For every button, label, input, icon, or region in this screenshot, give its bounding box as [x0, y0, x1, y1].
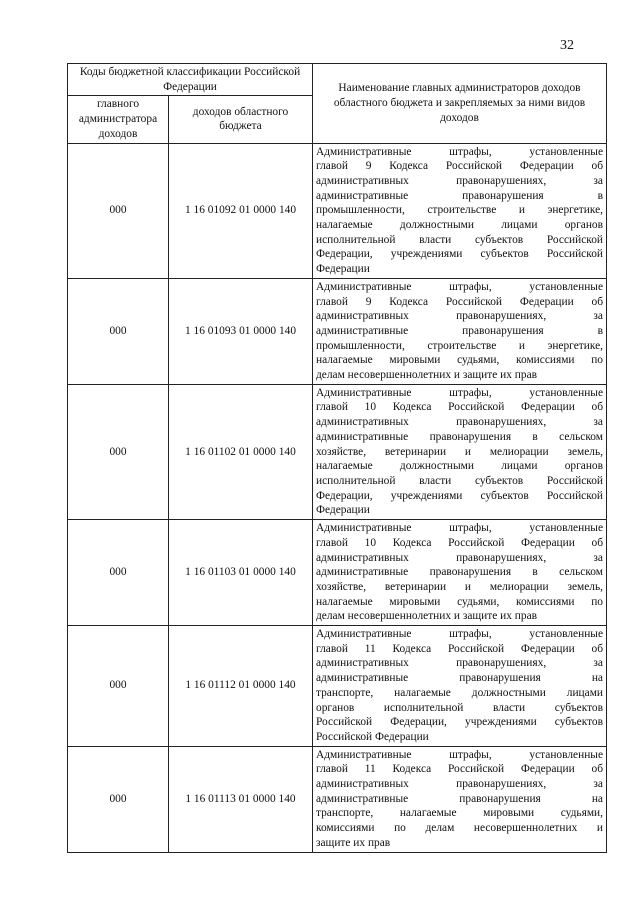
description-line: комиссиями по делам несовершеннолетних и: [316, 822, 603, 835]
description-line: Административные штрафы, установленные: [316, 386, 603, 399]
budget-classification-table: [67, 63, 607, 853]
description-line: административные правонарушения в: [316, 324, 603, 337]
description-line: хозяйстве, ветеринарии и мелиорации земель,: [316, 580, 603, 593]
income-code-cell: 1 16 01113 01 0000 140: [169, 746, 313, 852]
description-line: Федерации: [316, 504, 370, 517]
description-line: административные правонарушения в: [316, 189, 603, 202]
description-line: административные правонарушения на: [316, 792, 603, 805]
table-row: [68, 143, 607, 278]
admin-code-cell: 000: [68, 384, 169, 519]
description-line: Административные штрафы, установленные: [316, 145, 603, 158]
table-body: [68, 143, 607, 852]
description-line: делам несовершеннолетних и защите их прав: [316, 369, 538, 382]
description-line: налагаемые должностными лицами органов: [316, 460, 603, 473]
description-line: административных правонарушениях, за: [316, 778, 603, 791]
admin-code-cell: 000: [68, 626, 169, 747]
description-line: промышленности, строительстве и энергетике,: [316, 339, 603, 352]
header-group-cell: Коды бюджетной классификации Российской Федерации: [68, 64, 313, 96]
description-line: главой 10 Кодекса Российской Федерации об: [316, 536, 603, 549]
description-line: транспорте, налагаемые мировыми судьями,: [316, 807, 603, 820]
admin-code-cell: 000: [68, 143, 169, 278]
description-line: административных правонарушениях, за: [316, 416, 603, 429]
header-name-cell: Наименование главных администраторов доходов областного бюджета и закрепляемых за ними видов доходов: [313, 64, 607, 144]
description-line: Российской Федерации: [316, 730, 429, 743]
description-line: Административные штрафы, установленные: [316, 280, 603, 293]
description-line: исполнительной власти субъектов Российской: [316, 233, 603, 246]
description-line: Административные штрафы, установленные: [316, 628, 603, 641]
table-row: [68, 746, 607, 852]
description-line: главой 11 Кодекса Российской Федерации об: [316, 642, 603, 655]
income-code-cell: 1 16 01102 01 0000 140: [169, 384, 313, 519]
description-line: делам несовершеннолетних и защите их прав: [316, 610, 538, 623]
admin-code-cell: 000: [68, 520, 169, 626]
income-code-cell: 1 16 01093 01 0000 140: [169, 278, 313, 384]
income-description-cell: [313, 278, 607, 384]
income-description-cell: [313, 520, 607, 626]
header-admin-cell: главного администратора доходов: [68, 96, 169, 143]
description-line: административных правонарушениях, за: [316, 174, 603, 187]
income-code-cell: 1 16 01112 01 0000 140: [169, 626, 313, 747]
description-line: Федерации, учреждениями субъектов Российской: [316, 489, 603, 502]
description-line: административные правонарушения на: [316, 672, 603, 685]
description-line: исполнительной власти субъектов Российской: [316, 474, 603, 487]
admin-code-cell: 000: [68, 278, 169, 384]
description-line: главой 9 Кодекса Российской Федерации об: [316, 160, 603, 173]
description-line: административные правонарушения в сельском: [316, 430, 603, 443]
table-row: [68, 384, 607, 519]
table-row: [68, 278, 607, 384]
income-description-cell: [313, 384, 607, 519]
description-line: Административные штрафы, установленные: [316, 522, 603, 535]
description-line: налагаемые должностными лицами органов: [316, 219, 603, 232]
income-description-cell: [313, 746, 607, 852]
description-line: Федерации: [316, 263, 370, 276]
income-description-cell: [313, 626, 607, 747]
description-line: Административные штрафы, установленные: [316, 748, 603, 761]
description-line: налагаемые мировыми судьями, комиссиями по: [316, 595, 603, 608]
description-line: хозяйстве, ветеринарии и мелиорации земель,: [316, 445, 603, 458]
description-line: органов исполнительной власти субъектов: [316, 701, 603, 714]
income-description-cell: [313, 143, 607, 278]
income-code-cell: 1 16 01103 01 0000 140: [169, 520, 313, 626]
income-code-cell: 1 16 01092 01 0000 140: [169, 143, 313, 278]
description-line: главой 11 Кодекса Российской Федерации об: [316, 763, 603, 776]
description-line: главой 10 Кодекса Российской Федерации об: [316, 401, 603, 414]
description-line: транспорте, налагаемые должностными лицами: [316, 686, 603, 699]
description-line: административные правонарушения в сельском: [316, 566, 603, 579]
page-number: 32: [560, 38, 574, 53]
admin-code-cell: 000: [68, 746, 169, 852]
description-line: Российской Федерации, учреждениями субъектов: [316, 716, 603, 729]
header-row-1: [68, 64, 607, 96]
description-line: главой 9 Кодекса Российской Федерации об: [316, 295, 603, 308]
table-row: [68, 626, 607, 747]
description-line: Федерации, учреждениями субъектов Российской: [316, 248, 603, 261]
header-income-cell: доходов областного бюджета: [169, 96, 313, 143]
description-line: административных правонарушениях, за: [316, 551, 603, 564]
description-line: административных правонарушениях, за: [316, 657, 603, 670]
description-line: административных правонарушениях, за: [316, 310, 603, 323]
description-line: промышленности, строительстве и энергетике,: [316, 204, 603, 217]
table-row: [68, 520, 607, 626]
description-line: защите их прав: [316, 836, 391, 849]
description-line: налагаемые мировыми судьями, комиссиями по: [316, 354, 603, 367]
